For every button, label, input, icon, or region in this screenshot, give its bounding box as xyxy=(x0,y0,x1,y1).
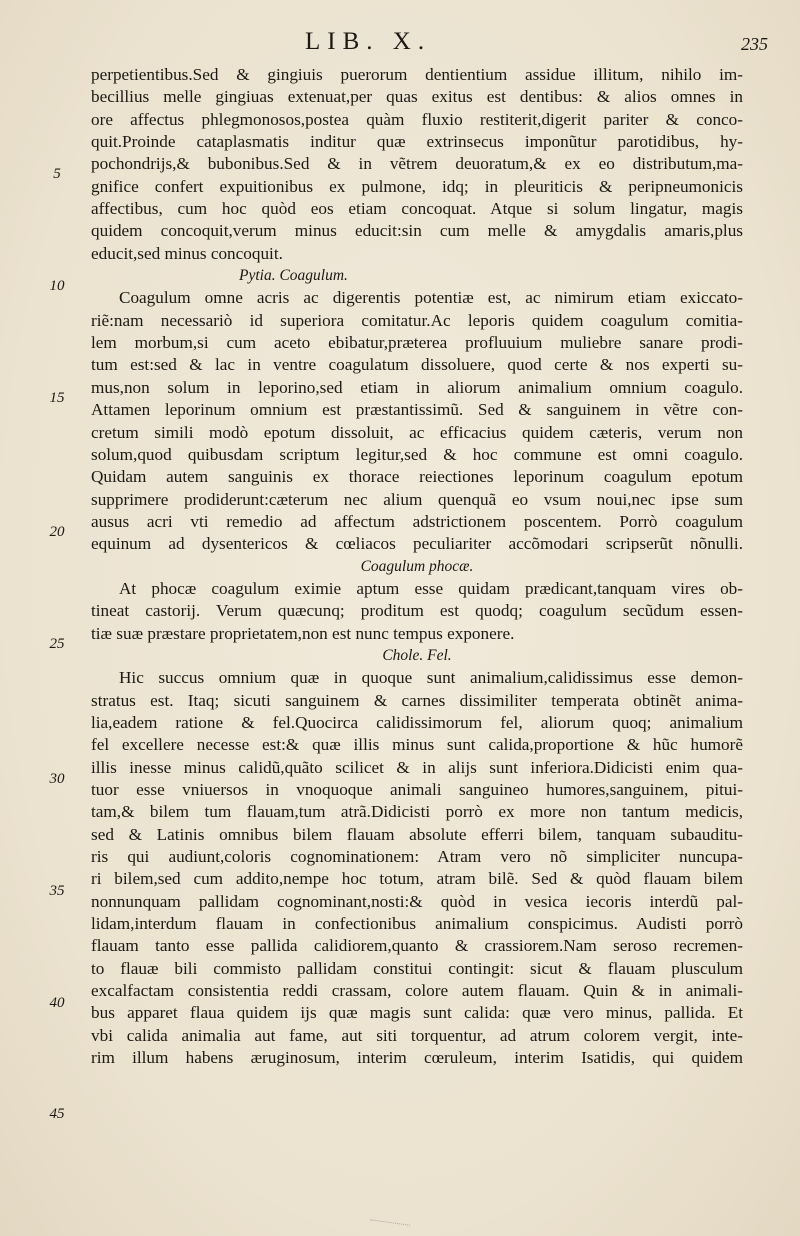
text-line: stratus est. Itaq; sicuti sanguinem & carnes dissimiliter temperata obtinẽt anima- xyxy=(91,690,743,710)
text-line: ri bilem,sed cum addito,nempe hoc totum, atram bilẽ. Sed & quòd flauam bilem xyxy=(91,869,743,889)
section-heading: Chole. Fel. xyxy=(382,646,452,664)
text-line: mus,non solum in leporino,sed etiam in aliorum animalium omnium coagulo. xyxy=(91,377,743,397)
text-line: At phocæ coagulum eximie aptum esse quidam prædicant,tanquam vires ob- xyxy=(119,578,743,598)
text-line: Hic succus omnium quæ in quoque sunt animalium,calidissimus esse demon- xyxy=(119,668,743,688)
margin-number: 35 xyxy=(49,883,65,899)
text-line: pochondrijs,& bubonibus.Sed & in vẽtrem deuoratum,& ex eo distributum,ma- xyxy=(91,154,743,174)
text-line: equinum ad dysentericos & cœliacos peculiariter accõmodari scripserũt nõnulli. xyxy=(91,534,743,554)
margin-number: 10 xyxy=(49,278,65,294)
text-line: cretum simili modò epotum dissoluit, ac efficacius quidem cæteris, verum non xyxy=(91,422,743,442)
text-line: quit.Proinde cataplasmatis inditur quæ extrinsecus imponũtur parotidibus, hy- xyxy=(91,132,743,152)
text-line: rim illum habens æruginosum, interim cœruleum, interim Isatidis, qui quidem xyxy=(91,1048,743,1068)
margin-number: 15 xyxy=(49,390,65,406)
text-line: excalfactam consistentia reddi crassam, colore autem flauam. Quin & in animali- xyxy=(91,981,743,1001)
margin-number: 45 xyxy=(49,1106,65,1122)
text-line: vbi calida animalia aut fame, aut siti torquentur, ad atrum colorem vergit, inte- xyxy=(91,1025,743,1045)
text-line: tuor esse vniuersos in vnoquoque animali sanguineo humores,sanguinem, pitui- xyxy=(91,780,743,799)
text-line: quidem concoquit,verum minus educit:sin cum melle & amygdalis amaris,plus xyxy=(91,221,743,241)
text-line: supprimere prodiderunt:cæterum nec alium quenquã eo vsum noui,nec ipse sum xyxy=(91,489,743,509)
text-line: flauam tanto esse pallida calidiorem,quanto & crassiorem.Nam seroso recremen- xyxy=(91,936,743,956)
text-line: tiæ suæ præstare proprietatem,non est nunc tempus exponere. xyxy=(91,623,515,643)
text-line: sed & Latinis omnibus bilem flauam absolute efferri bilem, tanquam subauditu- xyxy=(91,824,743,844)
text-line: solum,quod quibusdam scriptum legitur,sed & hoc commune est omni coagulo. xyxy=(91,444,743,464)
paper-mark xyxy=(370,1219,410,1230)
body-text xyxy=(91,64,743,1069)
margin-number: 20 xyxy=(49,524,65,540)
margin-number: 30 xyxy=(49,771,65,787)
text-line: affectibus, cum hoc quòd eos etiam concoquat. Atque si solum lingatur, magis xyxy=(91,199,743,219)
text-line: becillius melle gingiuas extenuat,per quas exitus est dentibus: & alios omnes in xyxy=(91,87,743,107)
text-line: lem morbum,si cum aceto ebibatur,præterea profluuium muliebre sanare prodi- xyxy=(91,333,743,353)
text-line: lia,eadem ratione & fel.Quocirca calidissimorum fel, aliorum quoq; animalium xyxy=(91,712,743,732)
text-line: tineat castorij. Verum quæcunq; proditum est quodq; coagulum secũdum essen- xyxy=(91,601,743,621)
margin-number: 5 xyxy=(53,166,61,182)
text-line: ausus acri vti remedio ad affectum adstrictionem poscentem. Porrò coagulum xyxy=(91,511,743,531)
text-line: perpetientibus.Sed & gingiuis puerorum dentientium assidue illitum, nihilo im- xyxy=(91,65,743,84)
section-heading: Pytia. Coagulum. xyxy=(239,267,348,285)
text-line: fel excellere necesse est:& quæ illis minus sunt calida,proportione & hũc humorẽ xyxy=(91,735,743,755)
text-line: tum est:sed & lac in ventre coagulatum dissoluere, quod certe & nos experti su- xyxy=(91,355,743,375)
text-line: educit,sed minus concoquit. xyxy=(91,243,283,263)
section-heading: Coagulum phocæ. xyxy=(360,557,474,575)
running-head: LIB. X. xyxy=(305,28,432,55)
text-line: ore affectus phlegmonosos,postea quàm fluxio restiterit,digerit pariter & conco- xyxy=(91,109,743,129)
page-header xyxy=(0,28,800,58)
text-line: lidam,interdum flauam in confectionibus animalium conspicimus. Audisti porrò xyxy=(91,914,743,934)
text-line: bus apparet flaua quidem ijs quæ magis sunt calida: quæ vero minus, pallida. Et xyxy=(91,1003,743,1023)
margin-number: 40 xyxy=(49,995,65,1011)
text-line: nonnunquam pallidam cognominant,nosti:& quòd in vesica iecoris interdũ pal- xyxy=(91,891,743,911)
text-line: tam,& bilem tum flauam,tum atrã.Didicisti porrò ex more non tantum medicis, xyxy=(91,802,743,822)
text-line: illis inesse minus calidũ,quãto scilicet & in alijs sunt inferiora.Didicisti enim qua- xyxy=(91,757,743,777)
text-line: ris qui audiunt,coloris cognominationem: Atram vero nõ simpliciter nuncupa- xyxy=(91,847,743,867)
text-line: Quidam autem sanguinis ex thorace reiectiones leporinum coagulum epotum xyxy=(91,467,743,487)
text-line: gnifice confert expuitionibus ex pulmone, idq; in pleuriticis & peripneumonicis xyxy=(91,176,743,196)
text-line: riẽ:nam necessariò id superiora comitatur.Ac leporis quidem coagulum comitia- xyxy=(91,310,743,330)
page-number: 235 xyxy=(741,34,768,54)
margin-number: 25 xyxy=(49,636,65,652)
text-line: to flauæ bili commisto pallidam constitui contingit: sicut & flauam plusculum xyxy=(91,958,743,978)
text-line: Coagulum omne acris ac digerentis potentiæ est, ac nimirum etiam exiccato- xyxy=(119,288,743,308)
text-line: Attamen leporinum omnium est præstantissimũ. Sed & sanguinem in vẽtre con- xyxy=(91,400,743,420)
